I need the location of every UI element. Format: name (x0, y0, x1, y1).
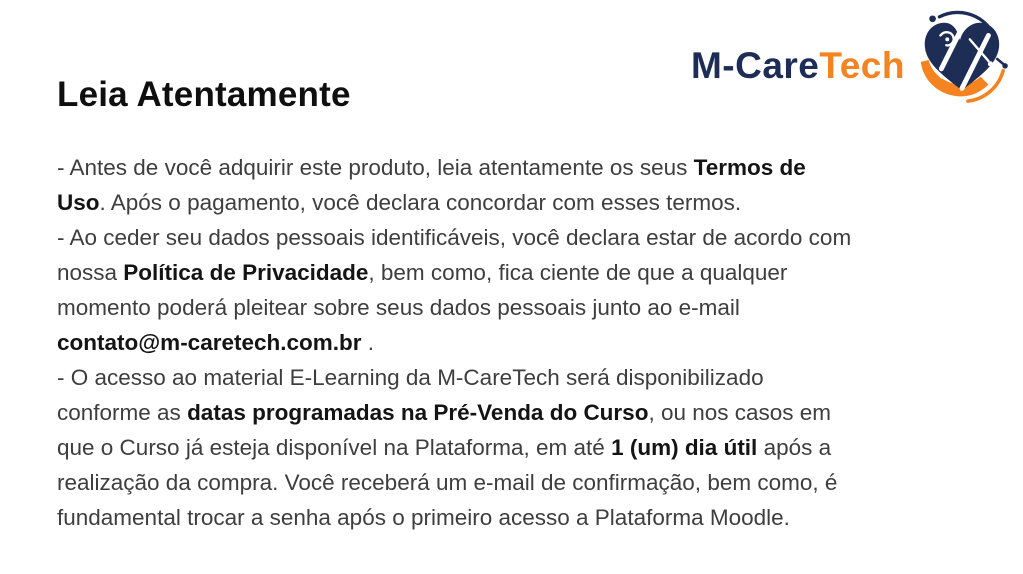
text-run: fundamental trocar a senha após o primeiro acesso a Plataforma Moodle. (57, 505, 790, 530)
text-run: conforme as (57, 400, 188, 425)
bold-text-run: Termos de (693, 155, 806, 180)
text-run: após a (757, 435, 832, 460)
text-run: nossa (57, 260, 124, 285)
body-text (57, 150, 987, 535)
text-line (57, 395, 987, 430)
bold-text-run: Uso (57, 190, 100, 215)
text-run: , bem como, fica ciente de que a qualquer (368, 260, 788, 285)
text-line (57, 465, 987, 500)
logo-wordmark-secondary: Tech (819, 45, 905, 86)
logo-wordmark (691, 45, 905, 87)
text-line (57, 290, 987, 325)
text-line (57, 255, 987, 290)
text-run: - O acesso ao material E-Learning da M-CareTech será disponibilizado (57, 365, 764, 390)
logo-wordmark-primary: M-Care (690, 45, 820, 86)
text-line (57, 430, 987, 465)
text-line (57, 360, 987, 395)
text-run: realização da compra. Você receberá um e-mail de confirmação, bem como, é (57, 470, 838, 495)
heart-hand-orbit-icon (911, 8, 1009, 106)
text-run: que o Curso já esteja disponível na Plataforma, em até (57, 435, 612, 460)
text-line (57, 500, 987, 535)
text-run: - Ao ceder seu dados pessoais identificáveis, você declara estar de acordo com (57, 225, 852, 250)
text-run: . (361, 330, 375, 355)
text-line (57, 150, 987, 185)
bold-text-run: datas programadas na Pré-Venda do Curso (187, 400, 649, 425)
text-run: momento poderá pleitear sobre seus dados pessoais junto ao e-mail (57, 295, 740, 320)
bold-text-run: contato@m-caretech.com.br (57, 330, 362, 355)
text-run: - Antes de você adquirir este produto, leia atentamente os seus (57, 155, 694, 180)
text-line (57, 220, 987, 255)
page-title: Leia Atentamente (57, 75, 351, 115)
bold-text-run: 1 (um) dia útil (611, 435, 758, 460)
text-line (57, 325, 987, 360)
text-run: . Após o pagamento, você declara concordar com esses termos. (99, 190, 742, 215)
text-line (57, 185, 987, 220)
m-caretech-logo (691, 8, 1009, 106)
text-run: , ou nos casos em (648, 400, 832, 425)
bold-text-run: Política de Privacidade (123, 260, 369, 285)
